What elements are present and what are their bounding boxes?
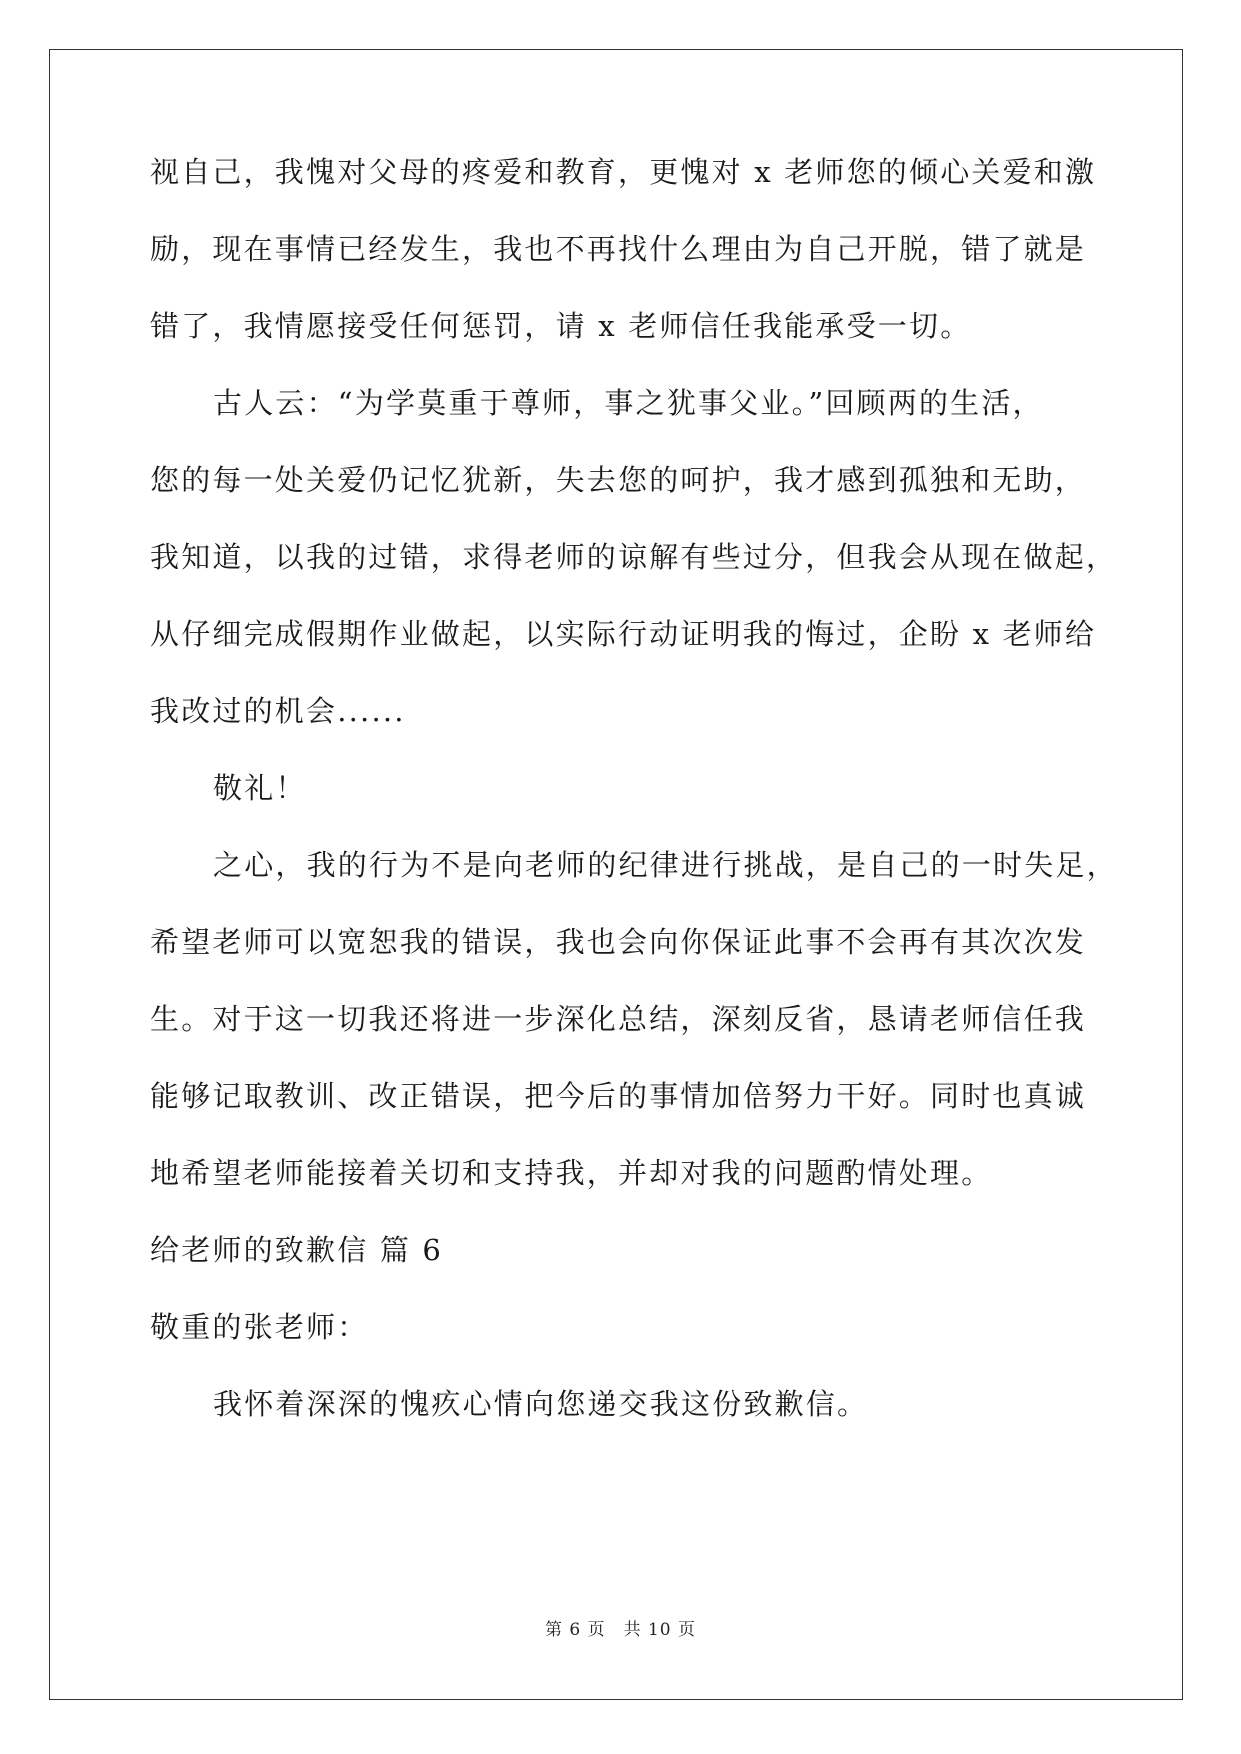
paragraph-line: 错了，我情愿接受任何惩罚，请 x 老师信任我能承受一切。 (150, 309, 972, 343)
paragraph-line: 我知道，以我的过错，求得老师的谅解有些过分，但我会从现在做起， (150, 540, 1118, 574)
paragraph-line: 地希望老师能接着关切和支持我，并却对我的问题酌情处理。 (150, 1156, 993, 1190)
paragraph-line: 我改过的机会...... (150, 694, 406, 728)
closing-salutation: 敬礼！ (213, 771, 307, 805)
paragraph-line: 生。对于这一切我还将进一步深化总结，深刻反省，恳请老师信任我 (150, 1002, 1087, 1036)
paragraph-line: 您的每一处关爱仍记忆犹新，失去您的呵护，我才感到孤独和无助， (150, 463, 1087, 497)
paragraph-line: 视自己，我愧对父母的疼爱和教育，更愧对 x 老师您的倾心关爱和激 (150, 155, 1097, 189)
page-number-footer: 第 6 页 共 10 页 (544, 1620, 697, 1640)
paragraph-line: 我怀着深深的愧疚心情向您递交我这份致歉信。 (213, 1387, 869, 1421)
paragraph-line: 励，现在事情已经发生，我也不再找什么理由为自己开脱，错了就是 (150, 232, 1087, 266)
paragraph-line: 之心，我的行为不是向老师的纪律进行挑战，是自己的一时失足， (213, 848, 1118, 882)
letter-greeting: 敬重的张老师： (150, 1310, 369, 1344)
paragraph-line: 能够记取教训、改正错误，把今后的事情加倍努力干好。同时也真诚 (150, 1079, 1087, 1113)
paragraph-line: 希望老师可以宽恕我的错误，我也会向你保证此事不会再有其次次发 (150, 925, 1087, 959)
paragraph-line: 古人云：“为学莫重于尊师，事之犹事父业。”回顾两的生活， (213, 386, 1044, 420)
section-heading: 给老师的致歉信 篇 6 (150, 1233, 444, 1267)
paragraph-line: 从仔细完成假期作业做起，以实际行动证明我的悔过，企盼 x 老师给 (150, 617, 1097, 651)
